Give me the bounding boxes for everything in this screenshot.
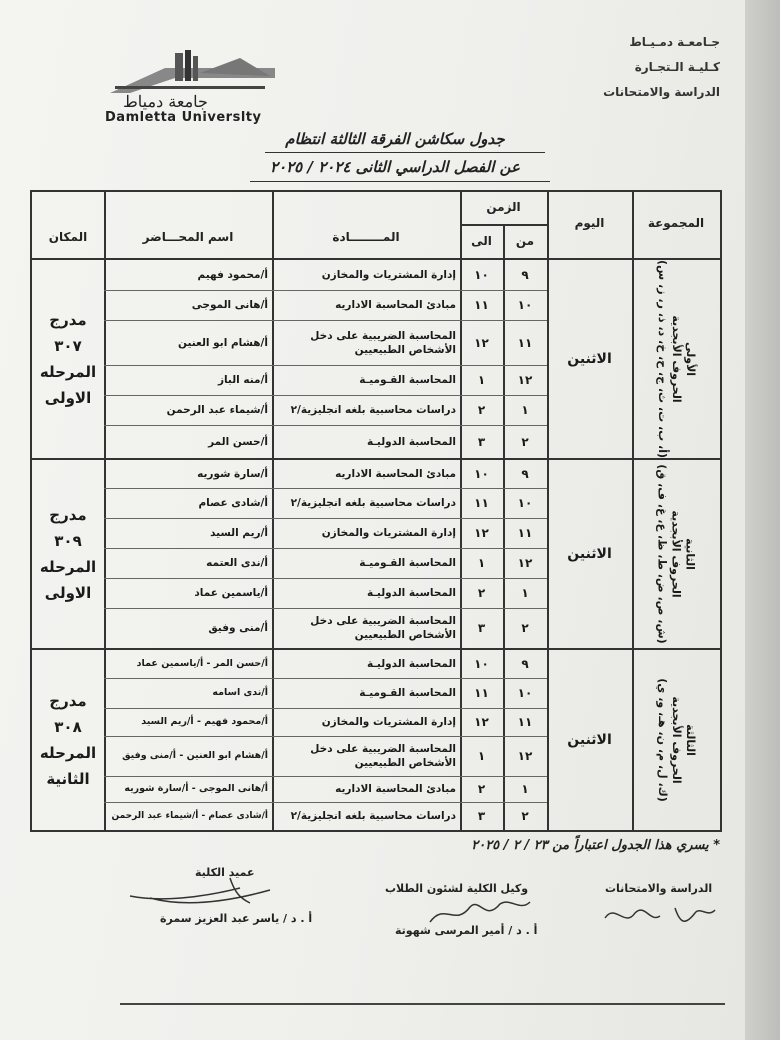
time-to: ٣ [477,434,486,449]
exams-signature [600,898,720,933]
group-letters: (أ، ب، ت، ث، ج، ح، خ، د، ذ، ر، ز، س) [656,260,669,458]
dean-signature [120,868,280,918]
subject-cell: مبادئ المحاسبة الاداريه [335,299,456,311]
time-from: ١٠ [517,686,533,700]
col-header-day: اليوم [574,216,605,230]
lecturer-cell: أ/شيماء عبد الرحمن [166,404,268,416]
subject-cell: المحاسبة القـوميـة [359,374,456,386]
time-to: ١٠ [474,268,489,282]
time-to: ٢ [477,782,486,796]
subject-cell: المحاسبة الضريبية على دخل الأشخاص الطبيعيين [310,615,456,641]
subject-cell: المحاسبة الدوليـة [366,435,456,448]
time-to: ١ [477,749,486,763]
dean-name: أ . د / ياسر عبد العزيز سمرة [160,912,313,925]
subject-cell: المحاسبة الضريبية على دخل الأشخاص الطبيعيين [310,329,456,356]
schedule-title: جدول سكاشن الفرقة الثالثة انتظام [285,130,505,148]
time-from: ٩ [521,657,529,671]
lecturer-cell: أ/سارة شوريه [197,468,268,480]
group-name: الأولى [684,341,697,377]
lecturer-cell: أ/حسن المر [208,435,268,448]
lecturer-cell: أ/شادى عصام - أ/شيماء عبد الرحمن [111,811,268,821]
lecturer-cell: أ/هشام ابو العنين [178,336,268,349]
institution-header [603,30,720,105]
exams-dept-signature-label: الدراسة والامتحانات [605,882,713,895]
time-to: ٢ [477,403,486,417]
university-logo [105,48,280,128]
university-name: جـامعـة دمـيـاط [629,35,720,49]
lecturer-cell: أ/حسن المر - أ/ياسمين عماد [136,658,268,669]
dean-title: عميد الكلية [195,866,255,879]
subject-cell: المحاسبة القـوميـة [359,557,456,569]
group-cell [632,650,720,830]
time-to: ١٢ [474,526,489,540]
subject-cell: المحاسبة القـوميـة [359,687,456,699]
subject-cell: دراسات محاسبية بلغه انجليزية/٢ [290,404,456,416]
day-cell: الاثنين [567,351,612,367]
time-to: ١١ [474,496,489,510]
department-name: الدراسة والامتحانات [603,85,720,99]
page-bottom-rule [120,1003,725,1005]
time-from: ٢ [521,809,529,823]
time-to: ١٢ [474,715,489,729]
time-to: ٣ [477,809,486,823]
vice-dean-name: أ . د / أمير المرسى شهوتة [395,924,538,937]
group-label: الحروف الأبجدية [670,510,684,598]
col-header-place: المكان [48,230,88,244]
place-cell: مدرج ٣٠٧ المرحله الاولى [39,311,97,407]
lecturer-cell: أ/هشام ابو العنين - أ/منى وفيق [122,750,268,761]
time-to: ١٠ [474,467,489,481]
subject-cell: دراسات محاسبية بلغه انجليزية/٢ [290,497,456,509]
time-from: ٩ [521,268,529,282]
lecturer-cell: أ/ريم السيد [210,527,268,539]
group-label: الحروف الأبجدية [670,696,683,784]
time-from: ١١ [517,335,533,350]
time-from: ١٠ [517,298,533,312]
lecturer-cell: أ/محمود فهيم [197,269,268,281]
time-from: ١ [521,586,529,600]
time-to: ٢ [477,586,486,600]
col-header-time: الزمن [486,200,521,214]
time-to: ١٢ [474,335,489,350]
page-fold-shadow [745,0,780,1040]
subject-cell: المحاسبة الدوليـة [366,587,456,599]
time-from: ١٢ [517,373,533,387]
table-header [32,192,720,260]
lecturer-cell: أ/ندى العتمه [206,557,268,569]
subject-cell: المحاسبة الدوليـة [366,658,456,670]
time-to: ١١ [474,686,489,700]
time-from: ١٠ [517,496,533,510]
time-to: ١ [477,556,486,570]
col-header-lecturer: اسم المحـــاضر [142,230,234,244]
schedule-table [30,190,722,832]
time-from: ٩ [521,467,529,481]
group-letters: (ش، ص، ض، ط، ظ، ع، غ، ف، ق) [656,464,670,644]
group-cell [632,260,720,458]
lecturer-cell: أ/محمود فهيم - أ/ريم السيد [141,716,268,727]
lecturer-cell: أ/شادى عصام [198,497,268,509]
vice-dean-title: وكيل الكلية لشئون الطلاب [385,882,529,895]
title-underline [265,152,545,153]
time-from: ١٢ [517,556,533,570]
day-cell: الاثنين [567,732,612,748]
faculty-name: كـليـة الـتجـارة [634,60,720,74]
time-from: ١ [521,782,529,796]
place-cell: مدرج ٣٠٩ المرحله الاولى [39,506,97,602]
group-block [32,260,720,460]
col-header-group: المجموعة [647,216,705,230]
time-from: ١١ [517,526,533,540]
vice-dean-signature [425,892,535,932]
group-block [32,460,720,650]
place-cell: مدرج ٣٠٨ المرحله الثانية [39,692,97,788]
time-to: ١٠ [474,657,489,671]
col-header-from: من [515,234,535,248]
time-to: ١١ [474,298,489,312]
group-cell [632,460,720,648]
subject-cell: مبادئ المحاسبة الاداريه [335,468,456,480]
subject-cell: إدارة المشتريات والمخازن [321,527,456,539]
subject-cell: دراسات محاسبية بلغه انجليزية/٢ [290,810,456,822]
lecturer-cell: أ/منى وفيق [208,622,268,634]
subject-cell: المحاسبة الضريبية على دخل الأشخاص الطبيعيين [310,743,456,769]
group-block [32,650,720,830]
col-header-to: الى [471,234,492,248]
lecturer-cell: أ/ياسمين عماد [194,587,268,599]
lecturer-cell: أ/ندى اسامه [212,687,268,698]
time-from: ١١ [517,715,533,729]
group-letters: (ك، ل، م، ن، هـ، و، ي) [656,678,669,802]
time-from: ١ [521,403,529,417]
time-from: ٢ [521,434,529,449]
time-to: ١ [477,373,486,387]
logo-english-text: Damletta Universlty [105,110,262,125]
group-name: الثالثة [684,724,697,756]
effective-date-note: * يسري هذا الجدول اعتباراً من ٢٣ / ٢ / ٢٠٢٥ [471,838,720,853]
group-name: الثانية [684,538,698,570]
logo-arabic-text: جامعة دمياط [123,92,208,111]
subject-cell: إدارة المشتريات والمخازن [321,269,456,281]
day-cell: الاثنين [567,546,612,562]
semester-underline [250,181,550,182]
semester-title: عن الفصل الدراسي الثانى ٢٠٢٤ / ٢٠٢٥ [270,158,520,176]
time-to: ٣ [477,621,486,635]
lecturer-cell: أ/هانى الموجى [191,299,268,311]
subject-cell: إدارة المشتريات والمخازن [321,716,456,728]
col-header-subject: المــــــــادة [332,230,400,244]
subject-cell: مبادئ المحاسبة الاداريه [335,783,456,795]
time-from: ١٢ [517,749,533,763]
group-label: الحروف الأبجدية [670,315,683,403]
lecturer-cell: أ/منه الباز [217,374,268,386]
lecturer-cell: أ/هانى الموجى - أ/سارة شوريه [124,783,268,794]
time-from: ٢ [521,621,529,635]
